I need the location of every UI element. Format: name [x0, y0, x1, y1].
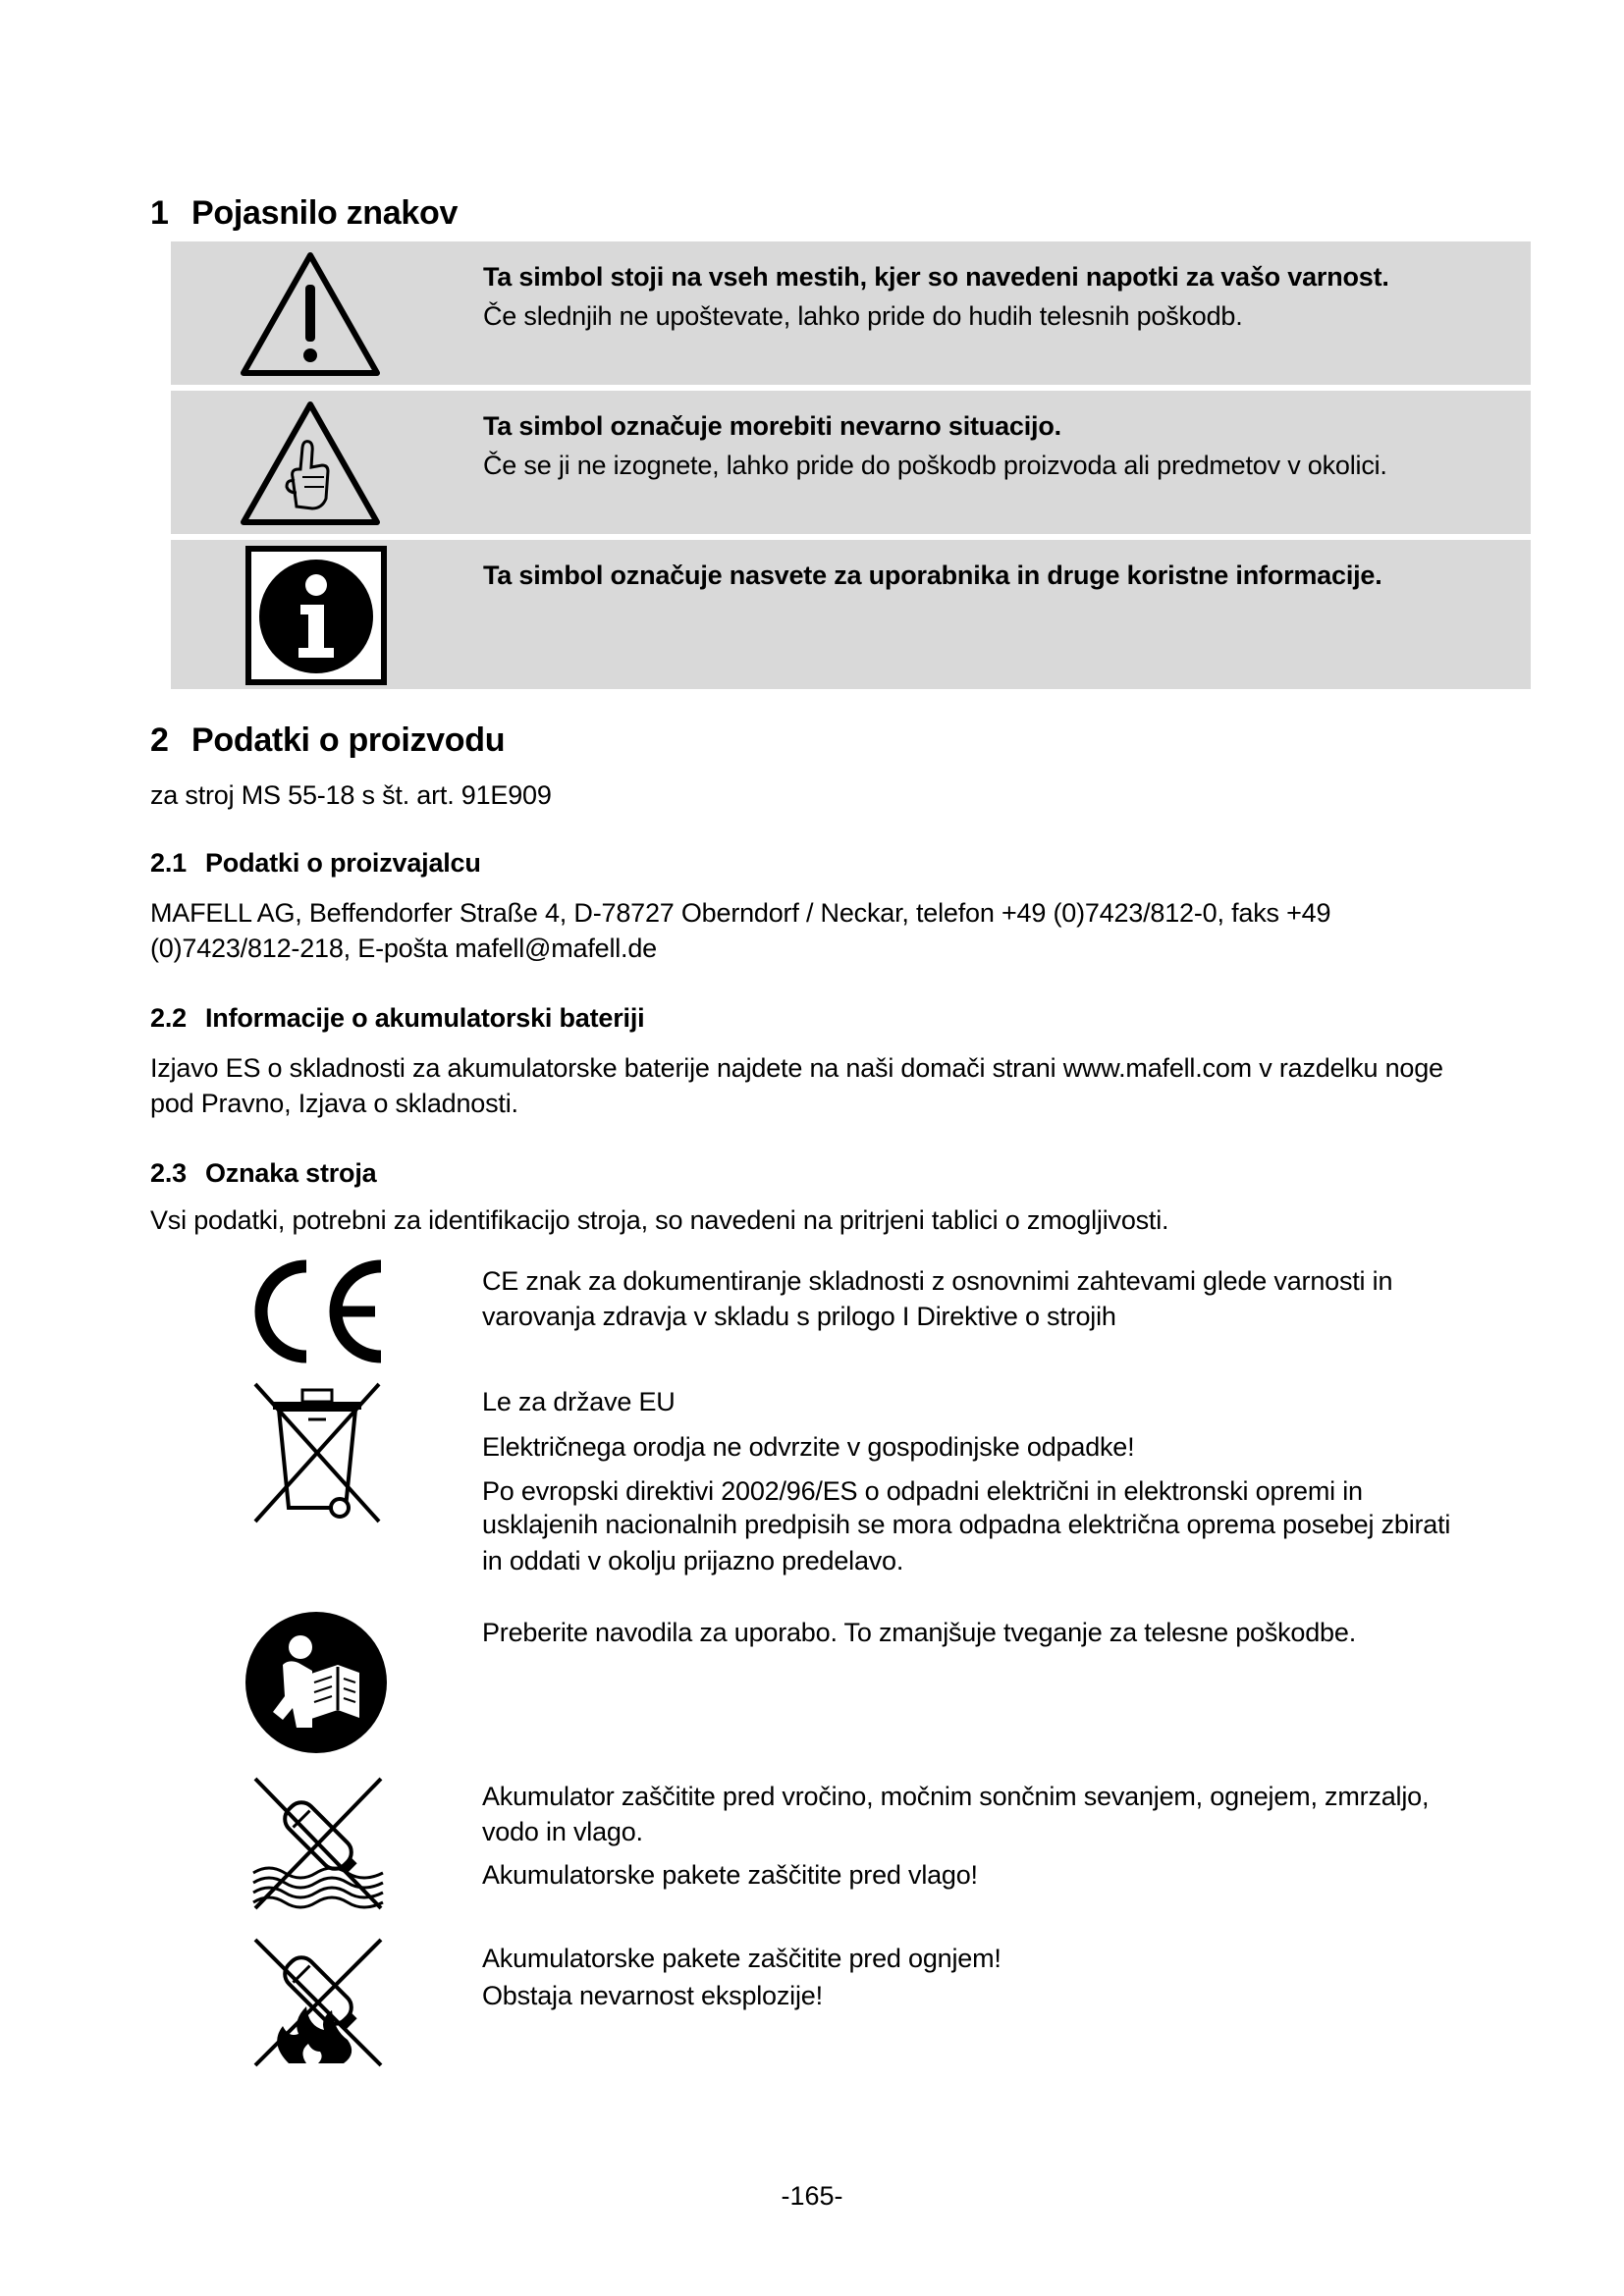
warning-hand-icon — [238, 399, 383, 533]
info-icon — [245, 546, 387, 690]
subsection-heading-2-2 — [150, 1003, 644, 1034]
marking-text-line: vodo in vlago. — [482, 1817, 643, 1846]
section-heading-2 — [150, 721, 505, 760]
marking-text-line: varovanja zdravja v skladu s prilogo I Direktive o strojih — [482, 1302, 1116, 1331]
symbol-row-text — [483, 257, 1504, 336]
marking-text-line: Akumulatorske pakete zaščitite pred vlago! — [482, 1860, 978, 1890]
marking-text-line: Po evropski direktivi 2002/96/ES o odpadni električni in elektronski opremi in — [482, 1476, 1363, 1506]
symbol-bold-text: Ta simbol označuje nasvete za uporabnika in druge koristne informacije. — [483, 561, 1382, 590]
section-title: Podatki o proizvodu — [191, 721, 506, 759]
battery-no-fire-icon — [249, 1936, 387, 2074]
subsection-title: Oznaka stroja — [205, 1158, 377, 1188]
marking-text-line: usklajenih nacionalnih predpisih se mora odpadna električna oprema posebej zbirati — [482, 1510, 1451, 1539]
marking-text-line: Akumulator zaščitite pred vročino, močnim sončnim sevanjem, ognejem, zmrzaljo, — [482, 1782, 1430, 1811]
battery-fire-text — [482, 1940, 1493, 2014]
marking-text-line: Le za države EU — [482, 1387, 676, 1416]
marking-text-line: in oddati v okolju prijazno predelavo. — [482, 1546, 904, 1575]
subsection-heading-2-1 — [150, 848, 481, 879]
symbol-row-caution — [171, 391, 1531, 534]
section-title: Pojasnilo znakov — [191, 194, 459, 232]
marking-text-line: Preberite navodila za uporabo. To zmanjšuje tveganje za telesne poškodbe. — [482, 1618, 1356, 1647]
marking-text-line: Obstaja nevarnost eksplozije! — [482, 1981, 823, 2010]
symbol-row-warning — [171, 241, 1531, 385]
machine-marking-intro: Vsi podatki, potrebni za identifikacijo stroja, so navedeni na pritrjeni tablici o zmogljivosti. — [150, 1205, 1169, 1235]
section-number: 1 — [150, 194, 169, 232]
marking-text-line: CE znak za dokumentiranje skladnosti z osnovnimi zahtevami glede varnosti in — [482, 1266, 1393, 1296]
subsection-number: 2.1 — [150, 848, 187, 878]
marking-text-line: Akumulatorske pakete zaščitite pred ognjem! — [482, 1944, 1001, 1973]
read-manual-text — [482, 1615, 1493, 1650]
symbol-bold-text: Ta simbol označuje morebiti nevarno situacijo. — [483, 411, 1061, 441]
subsection-title: Podatki o proizvajalcu — [205, 848, 481, 878]
warning-exclamation-icon — [238, 249, 383, 384]
symbol-row-text — [483, 406, 1504, 485]
marking-text-line: Električnega orodja ne odvrzite v gospodinjske odpadke! — [482, 1432, 1135, 1462]
section-heading-1 — [150, 194, 458, 233]
product-intro: za stroj MS 55-18 s št. art. 91E909 — [150, 780, 552, 810]
symbol-row-info — [171, 540, 1531, 689]
section-number: 2 — [150, 721, 169, 759]
subsection-heading-2-3 — [150, 1158, 376, 1189]
symbol-text: Če se ji ne izognete, lahko pride do poškodb proizvoda ali predmetov v okolici. — [483, 451, 1387, 480]
weee-text — [482, 1384, 1493, 1580]
manufacturer-line-2: (0)7423/812-218, E-pošta mafell@mafell.de — [150, 934, 657, 963]
battery-no-water-icon — [249, 1775, 387, 1917]
symbol-text: Če slednjih ne upoštevate, lahko pride do hudih telesnih poškodb. — [483, 301, 1243, 331]
crossed-bin-icon — [251, 1380, 383, 1530]
read-manual-icon — [244, 1610, 389, 1760]
symbol-bold-text: Ta simbol stoji na vseh mestih, kjer so navedeni napotki za vašo varnost. — [483, 262, 1389, 292]
subsection-number: 2.3 — [150, 1158, 187, 1188]
page-number: -165- — [781, 2181, 843, 2211]
symbol-row-text — [483, 556, 1504, 595]
manufacturer-line-1: MAFELL AG, Beffendorfer Straße 4, D-78727 Oberndorf / Neckar, telefon +49 (0)7423/812-0, faks +49 — [150, 898, 1331, 928]
subsection-title: Informacije o akumulatorski bateriji — [205, 1003, 645, 1033]
ce-mark-text — [482, 1263, 1493, 1334]
subsection-number: 2.2 — [150, 1003, 187, 1033]
battery-info-line-2: pod Pravno, Izjava o skladnosti. — [150, 1089, 518, 1118]
ce-mark-icon — [244, 1258, 389, 1369]
battery-water-text — [482, 1779, 1493, 1893]
battery-info-line-1: Izjavo ES o skladnosti za akumulatorske baterije najdete na naši domači strani www.mafell.com v razdelku noge — [150, 1053, 1443, 1083]
